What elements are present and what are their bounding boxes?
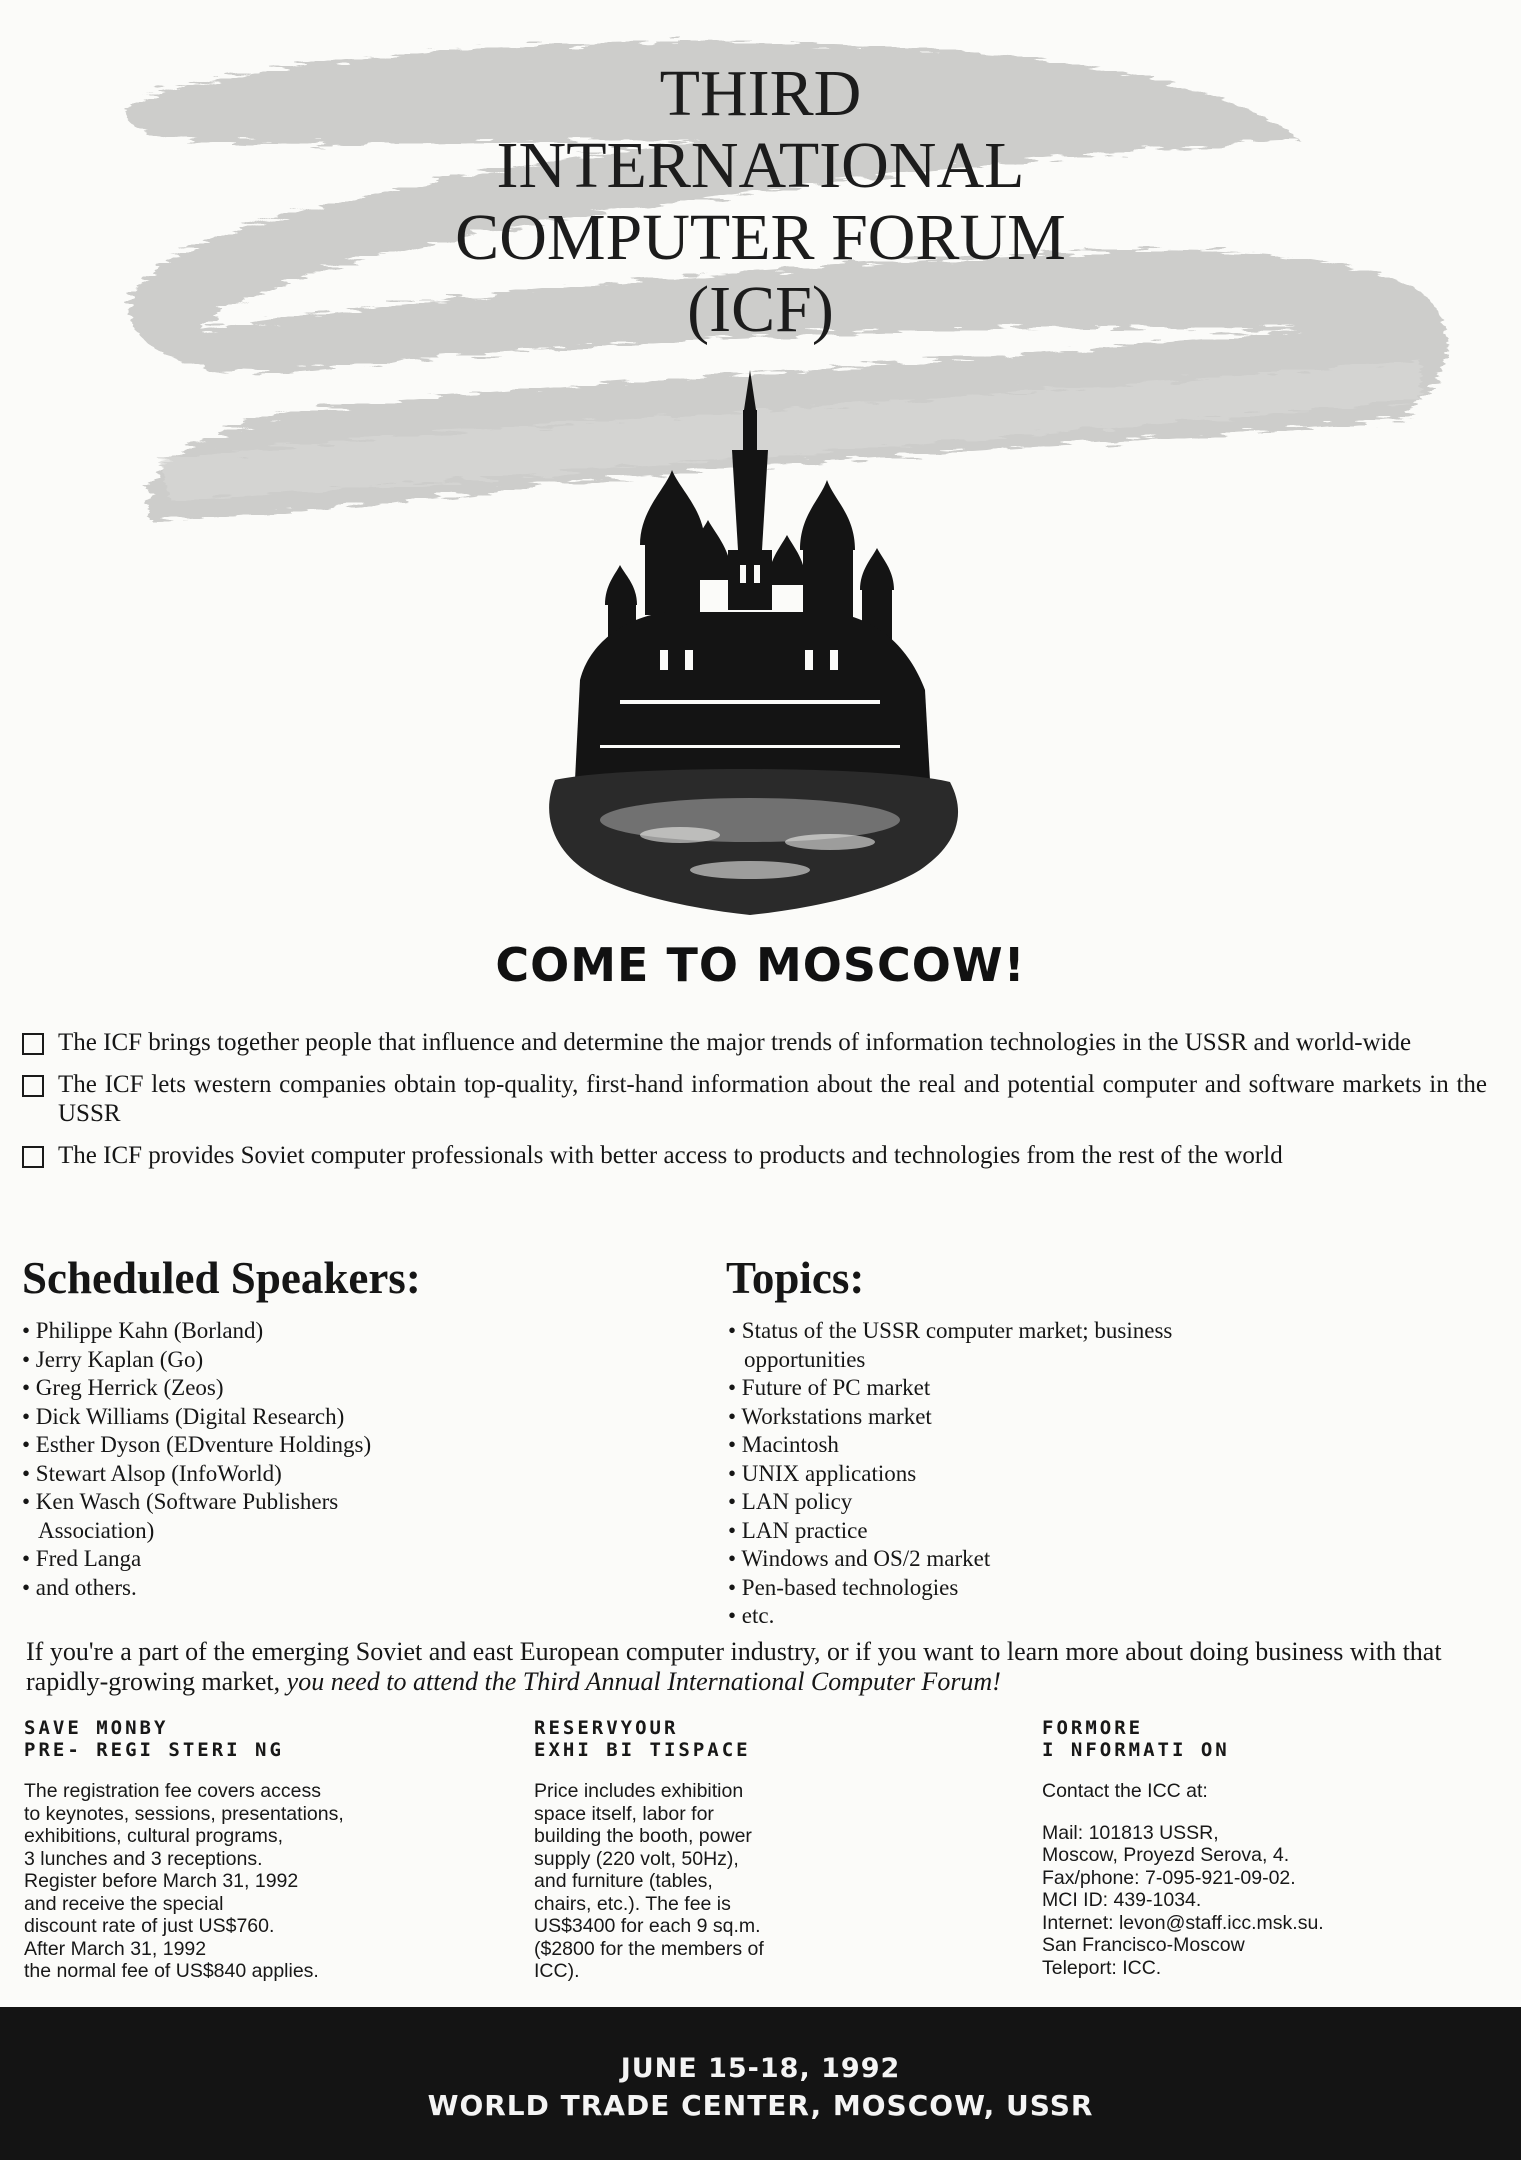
event-date: JUNE 15-18, 1992: [620, 2053, 901, 2084]
come-to-moscow-headline: COME TO MOSCOW!: [495, 938, 1026, 992]
topic-item: • UNIX applications: [728, 1460, 917, 1486]
more-info-contact: Mail: 101813 USSR, Moscow, Proyezd Serova, 4. Fax/phone: 7-095-921-09-02. MCI ID: 439-1034. Internet: levon@staff.icc.msk.su. San Francisco-Moscow Teleport: ICC.: [1042, 1821, 1324, 1979]
topic-item: • Windows and OS/2 market: [728, 1546, 991, 1571]
reserve-space-section: [534, 1717, 934, 1983]
save-money-section: [24, 1717, 484, 1983]
title-line-3: COMPUTER FORUM: [455, 201, 1066, 274]
speaker-item: • Dick Williams (Digital Research): [22, 1403, 345, 1429]
more-info-section: [1042, 1717, 1502, 1979]
closing-paragraph: [26, 1637, 1491, 1697]
list-item: [22, 1141, 1487, 1170]
list-item: [22, 1028, 1487, 1057]
closing-text: If you're a part of the emerging Soviet and east European computer industry, or if you want to learn more about doing business with that rapidly-growing market,: [26, 1637, 1442, 1696]
st-basils-cathedral-image: [500, 350, 1000, 930]
save-money-title: SAVE MONBY PRE- REGI STERI NG: [24, 1717, 284, 1761]
speaker-item: • and others.: [22, 1574, 137, 1600]
speaker-item: • Jerry Kaplan (Go): [22, 1346, 204, 1372]
title-line-1: THIRD: [659, 57, 862, 130]
topics-list: [728, 1317, 1428, 1631]
reserve-space-title: RESERVYOUR EXHI BI TISPACE: [534, 1717, 751, 1761]
event-title: [0, 58, 1521, 346]
topic-item: • Macintosh: [728, 1432, 839, 1457]
topic-item: • LAN practice: [728, 1517, 868, 1543]
reserve-space-body: Price includes exhibition space itself, labor for building the booth, power supply (220 volt, 50Hz), and furniture (tables, chairs, etc.). The fee is US$3400 for each 9 sq.m. ($2800 for the members of ICC).: [534, 1780, 764, 1982]
topic-item: • Future of PC market: [728, 1375, 931, 1400]
footer-banner: [0, 2007, 1521, 2160]
more-info-intro: Contact the ICC at:: [1042, 1780, 1208, 1802]
speaker-item: • Esther Dyson (EDventure Holdings): [22, 1432, 372, 1457]
speaker-item: • Fred Langa: [22, 1546, 142, 1571]
checkbox-icon: [22, 1075, 44, 1097]
closing-emphasis: you need to attend the Third Annual International Computer Forum!: [286, 1667, 1001, 1696]
feature-bullet-list: [22, 1028, 1487, 1183]
topic-item: • etc.: [728, 1603, 775, 1628]
speaker-item: • Ken Wasch (Software Publishers Association): [22, 1489, 339, 1543]
more-info-title: FORMORE I NFORMATI ON: [1042, 1717, 1230, 1761]
topic-item: • Status of the USSR computer market; business opportunities: [728, 1318, 1173, 1372]
speaker-item: • Greg Herrick (Zeos): [22, 1375, 224, 1400]
speaker-item: • Philippe Kahn (Borland): [22, 1318, 264, 1343]
checkbox-icon: [22, 1146, 44, 1168]
bullet-text: The ICF provides Soviet computer professionals with better access to products and technologies from the rest of the world: [58, 1142, 1283, 1169]
event-venue: WORLD TRADE CENTER, MOSCOW, USSR: [427, 2089, 1094, 2122]
topic-item: • Pen-based technologies: [728, 1574, 959, 1600]
list-item: [22, 1070, 1487, 1128]
speaker-item: • Stewart Alsop (InfoWorld): [22, 1460, 282, 1486]
title-line-2: INTERNATIONAL: [496, 129, 1025, 202]
save-money-body: The registration fee covers access to keynotes, sessions, presentations, exhibitions, cultural programs, 3 lunches and 3 receptions. Register before March 31, 1992 and receive the special discount rate of just US$760. After March 31, 1992 the normal fee of US$840 applies.: [24, 1780, 344, 1982]
speakers-list: [22, 1317, 642, 1602]
title-line-4: (ICF): [687, 273, 834, 346]
checkbox-icon: [22, 1033, 44, 1055]
bullet-text: The ICF lets western companies obtain top-quality, first-hand information about the real and potential computer and software markets in the USSR: [58, 1071, 1487, 1127]
topic-item: • Workstations market: [728, 1403, 932, 1429]
speakers-heading: Scheduled Speakers:: [22, 1253, 421, 1303]
topic-item: • LAN policy: [728, 1489, 853, 1514]
topics-heading: Topics:: [726, 1253, 865, 1303]
bullet-text: The ICF brings together people that influence and determine the major trends of information technologies in the USSR and world-wide: [58, 1029, 1412, 1056]
